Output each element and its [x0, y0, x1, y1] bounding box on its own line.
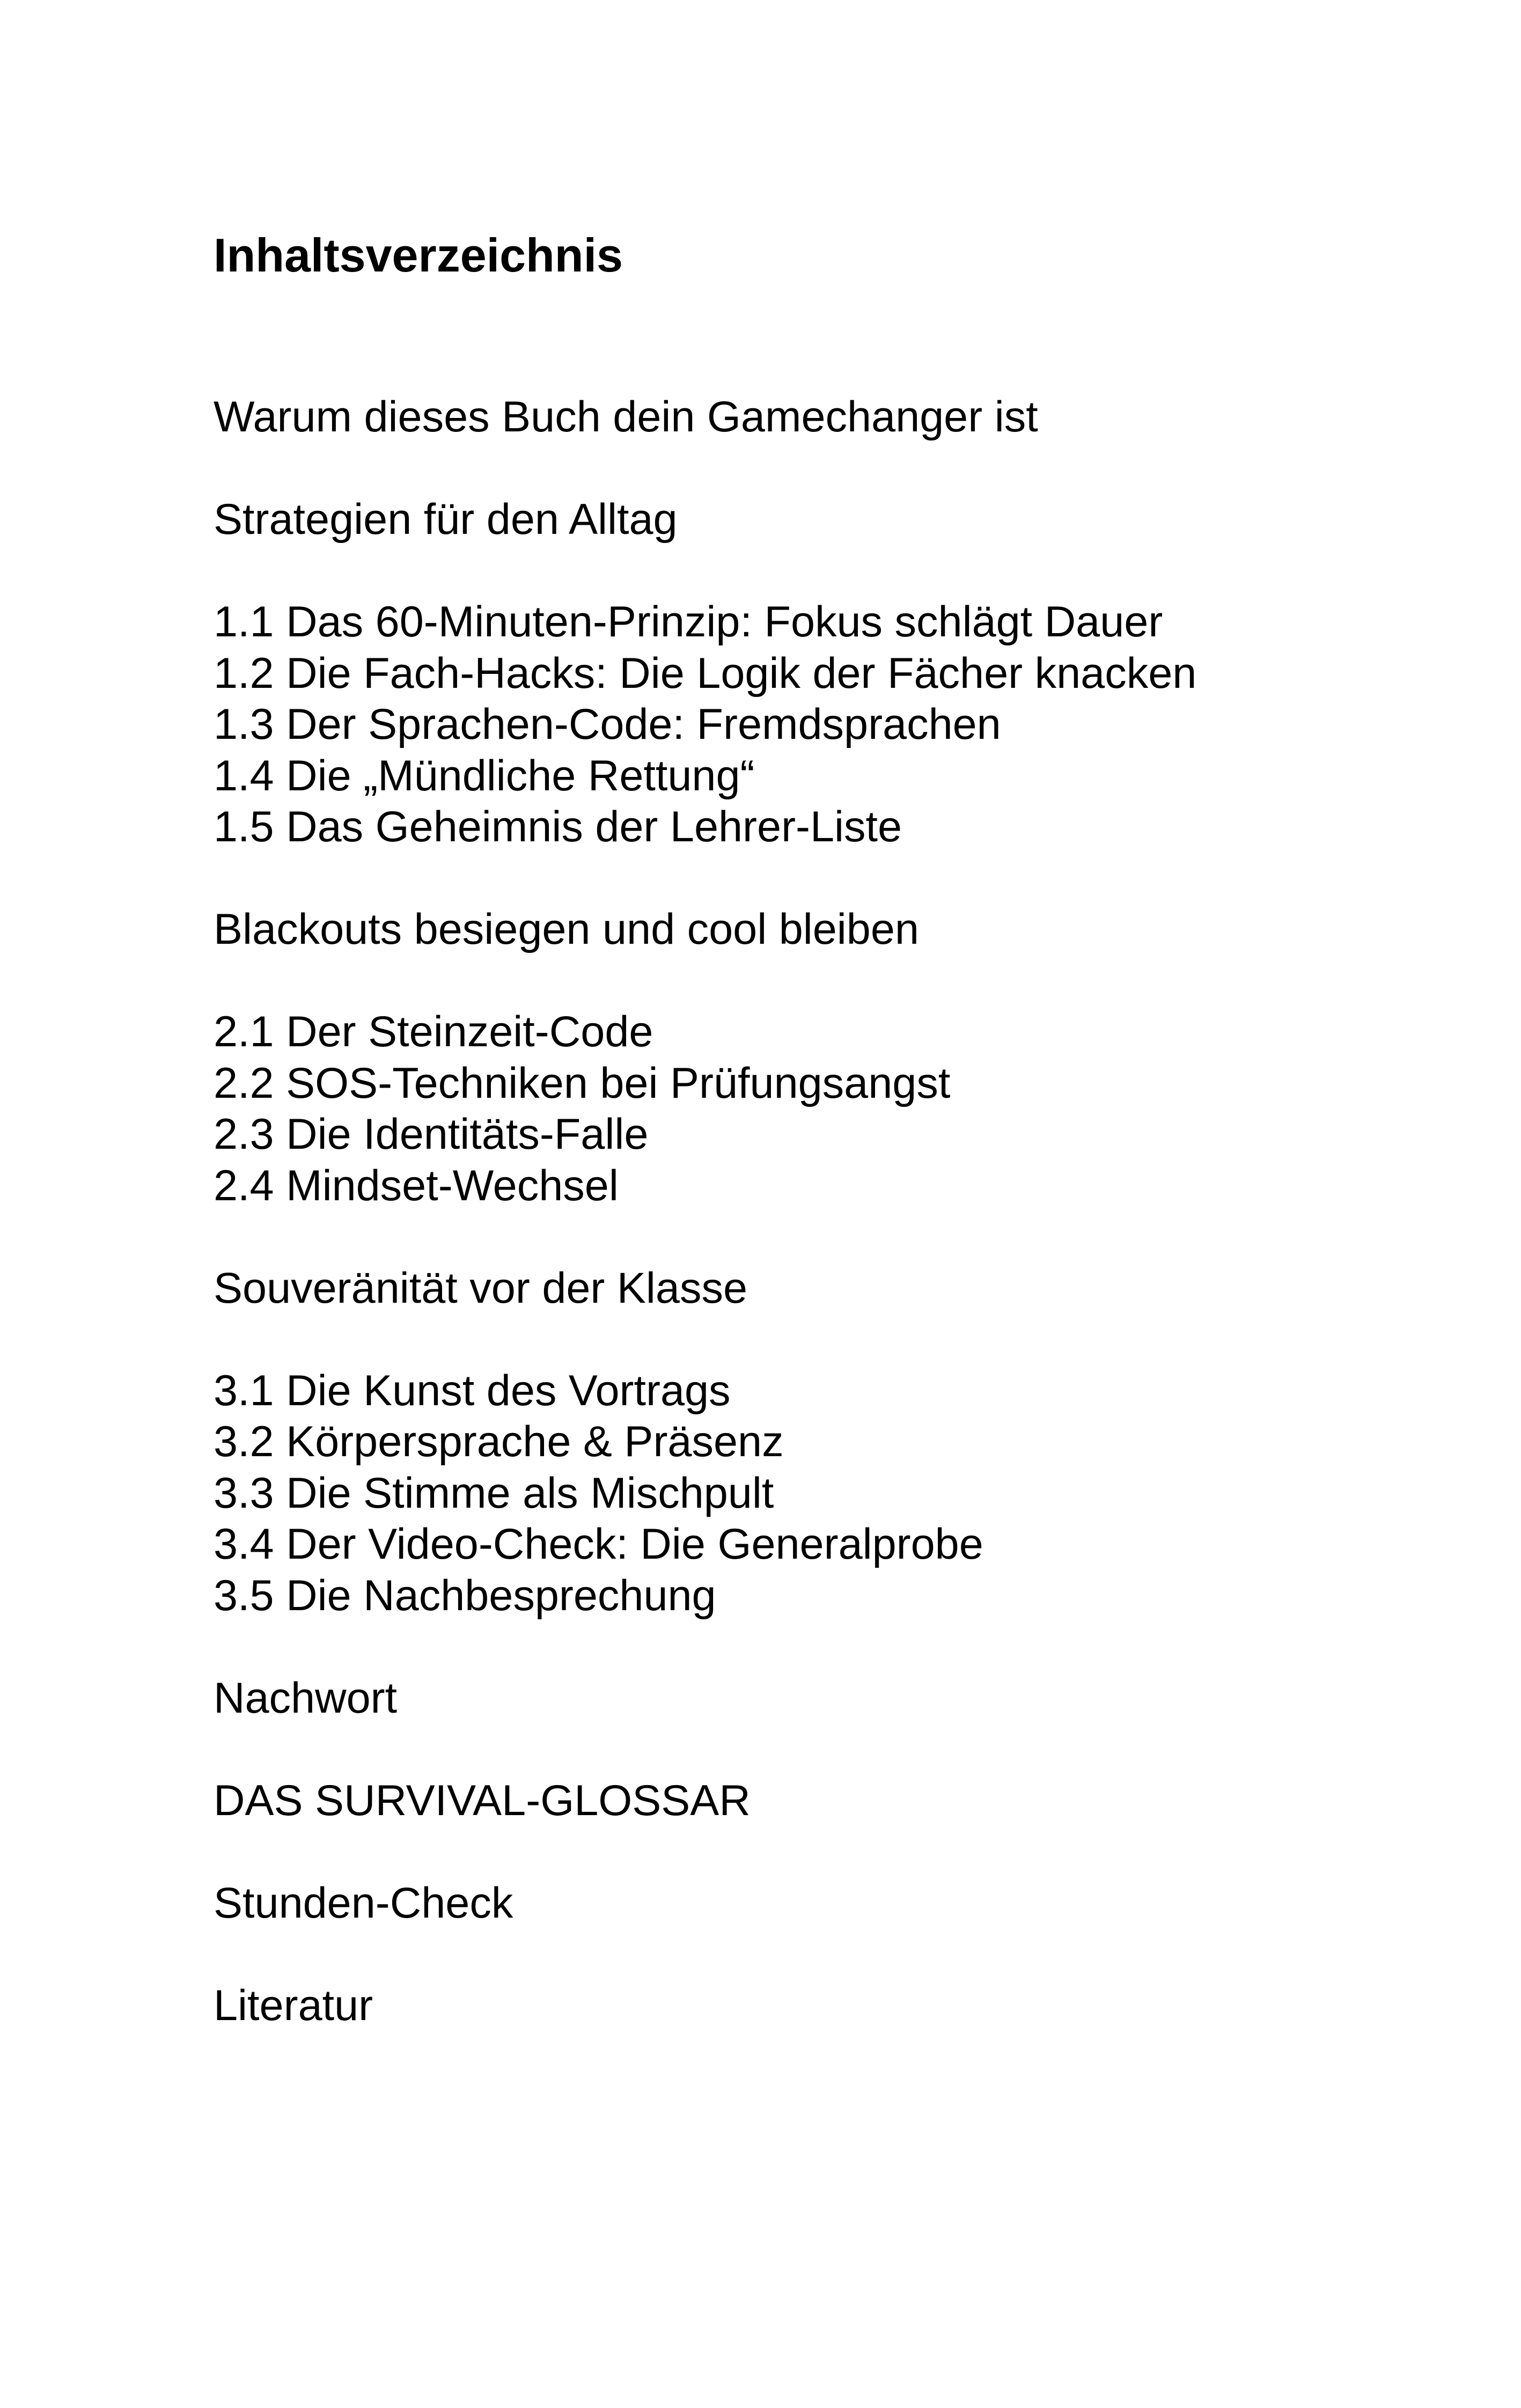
toc-entry-nachwort: Nachwort: [214, 1673, 398, 1722]
toc-entry-1-5: 1.5 Das Geheimnis der Lehrer-Liste: [214, 803, 902, 851]
toc-part-heading-1: Strategien für den Alltag: [214, 495, 678, 544]
spacer: [214, 1826, 1340, 1878]
toc-entry-1-1: 1.1 Das 60-Minuten-Prinzip: Fokus schlägt Dauer: [214, 598, 1163, 646]
spacer: [214, 546, 1340, 597]
toc-entry-2-3: 2.3 Die Identitäts-Falle: [214, 1110, 649, 1158]
toc-entry-1-4: 1.4 Die „Mündliche Rettung“: [214, 751, 755, 800]
spacer: [214, 1724, 1340, 1775]
spacer: [214, 1929, 1340, 1980]
spacer: [214, 1212, 1340, 1263]
toc-entry-literatur: Literatur: [214, 1981, 373, 2030]
spacer: [214, 853, 1340, 905]
toc-entry-intro: Warum dieses Buch dein Gamechanger ist: [214, 393, 1038, 441]
toc-entry-1-2: 1.2 Die Fach-Hacks: Die Logik der Fächer knacken: [214, 649, 1197, 698]
toc-entry-glossar: DAS SURVIVAL-GLOSSAR: [214, 1776, 751, 1825]
toc-entry-3-1: 3.1 Die Kunst des Vortrags: [214, 1366, 731, 1415]
toc-part-heading-2: Blackouts besiegen und cool bleiben: [214, 905, 919, 953]
toc-entry-3-2: 3.2 Körpersprache & Präsenz: [214, 1418, 784, 1466]
toc-list: [214, 392, 1340, 2031]
spacer: [214, 1314, 1340, 1365]
toc-title: Inhaltsverzeichnis: [214, 229, 623, 282]
toc-part-heading-3: Souveränität vor der Klasse: [214, 1264, 748, 1312]
toc-entry-2-1: 2.1 Der Steinzeit-Code: [214, 1008, 653, 1056]
spacer: [214, 443, 1340, 495]
toc-entry-1-3: 1.3 Der Sprachen-Code: Fremdsprachen: [214, 700, 1001, 748]
toc-entry-2-2: 2.2 SOS-Techniken bei Prüfungsangst: [214, 1059, 951, 1107]
toc-entry-3-4: 3.4 Der Video-Check: Die Generalprobe: [214, 1520, 983, 1568]
toc-entry-stunden-check: Stunden-Check: [214, 1878, 513, 1927]
toc-entry-2-4: 2.4 Mindset-Wechsel: [214, 1161, 619, 1210]
spacer: [214, 956, 1340, 1007]
spacer: [214, 1621, 1340, 1673]
toc-entry-3-3: 3.3 Die Stimme als Mischpult: [214, 1469, 774, 1517]
toc-entry-3-5: 3.5 Die Nachbesprechung: [214, 1571, 716, 1620]
